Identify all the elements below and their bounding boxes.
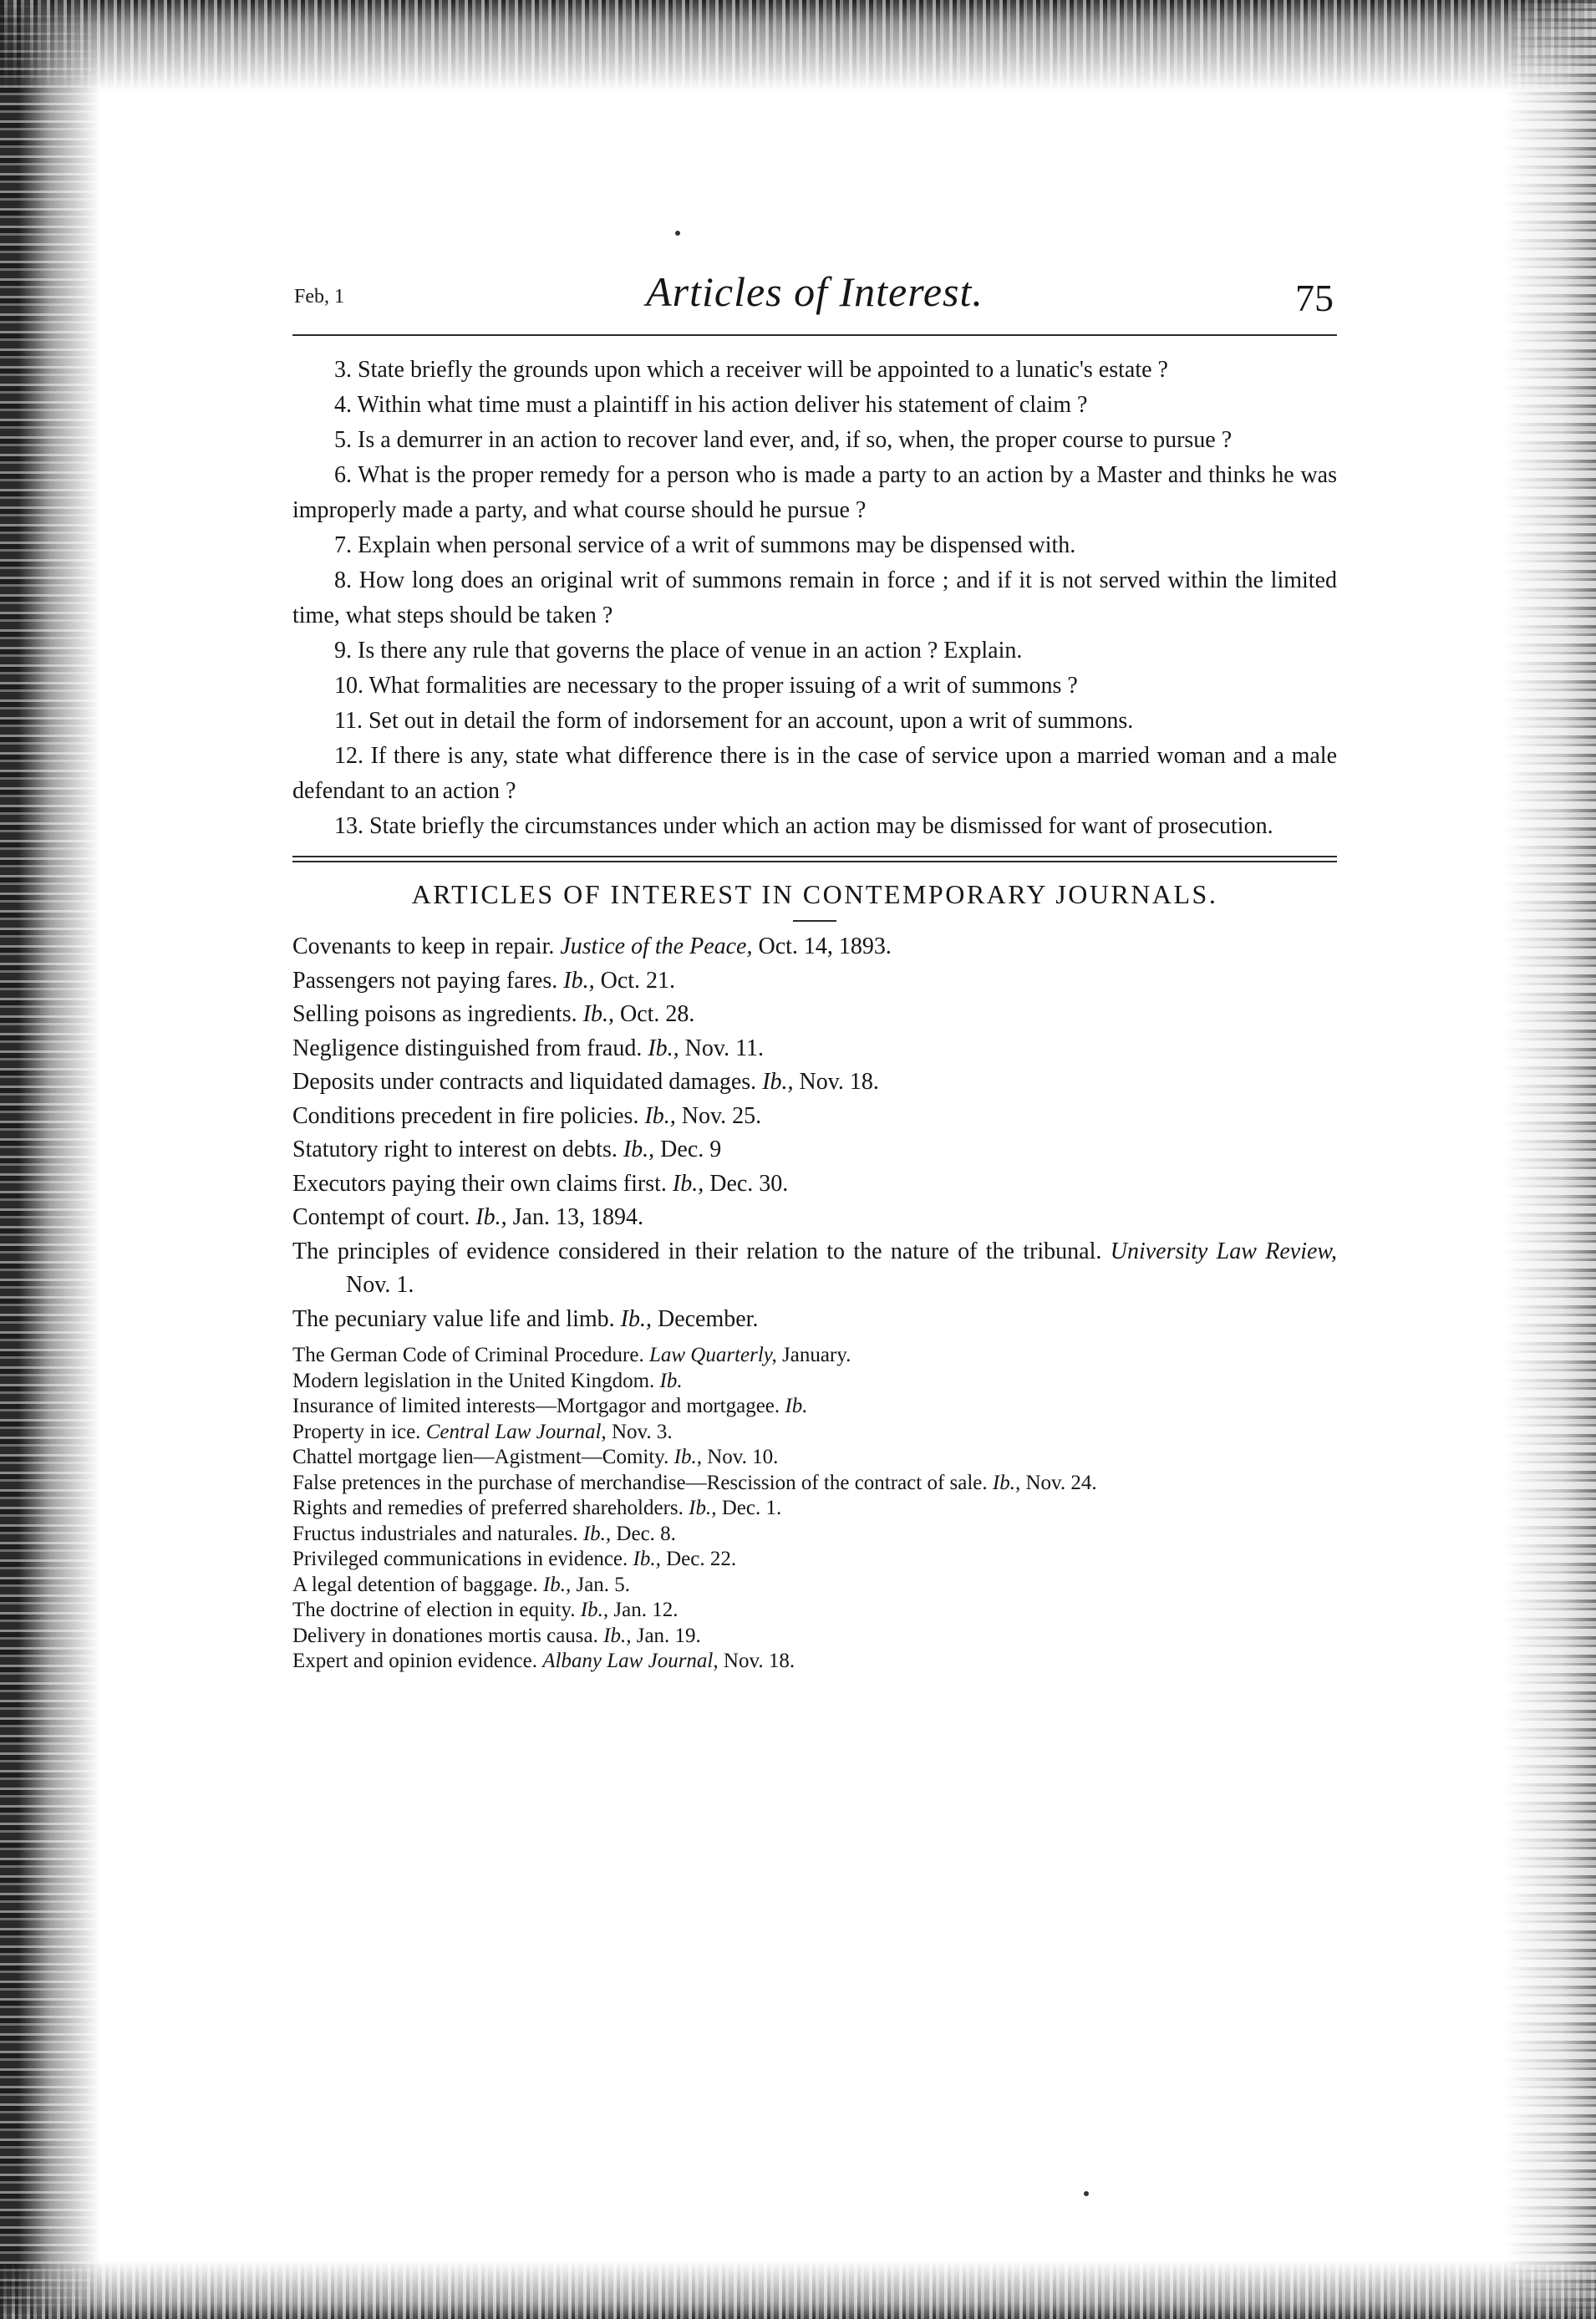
scan-border-left [0,0,100,2319]
article-source: Ib., [689,1497,717,1519]
article-source: Ib., [603,1624,632,1647]
article-source: Ib., [672,1170,704,1197]
article-title: Contempt of court. [292,1204,470,1230]
article-entry [292,1032,1337,1066]
ink-speck [1084,2191,1089,2196]
article-date: Nov. 25. [681,1102,762,1129]
question-item: 3. State briefly the grounds upon which a receiver will be appointed to a lunatic's estate ? [334,357,1168,383]
article-source: Ib., [633,1548,661,1570]
article-entry [292,930,1337,964]
article-source: Ib., [580,1599,609,1621]
article-entry [292,1133,1337,1167]
article-title: Expert and opinion evidence. [292,1650,537,1672]
article-entry [292,1235,1337,1303]
article-title: False pretences in the purchase of merchandise—Rescission of the contract of sale. [292,1471,988,1494]
article-source: Ib., [673,1446,702,1468]
article-source: University Law Review, [1110,1238,1338,1264]
scan-border-top [0,0,1596,92]
scan-border-right [1504,0,1596,2319]
article-entry [292,1394,1337,1420]
section-heading: ARTICLES OF INTEREST IN CONTEMPORARY JOURNALS. [411,879,1218,909]
article-source: Ib. [659,1369,683,1392]
article-date: Oct. 21. [600,967,676,994]
page-body [292,267,1337,1675]
article-source: Ib., [563,967,595,994]
article-date: Nov. 3. [611,1420,673,1443]
article-entry [292,964,1337,999]
running-head-title: Articles of Interest. [646,268,984,315]
article-entry [292,1471,1337,1497]
question-item: 9. Is there any rule that governs the place of venue in an action ? Explain. [334,638,1023,664]
ink-speck [675,231,680,236]
article-title: The doctrine of election in equity. [292,1599,576,1621]
article-entry [292,998,1337,1032]
article-source: Ib., [582,1522,612,1545]
article-entry [292,1496,1337,1522]
article-title: Fructus industriales and naturales. [292,1522,578,1545]
article-source: Ib., [644,1102,676,1129]
article-date: Nov. 18. [723,1650,795,1672]
article-date: Jan. 12. [613,1599,679,1621]
article-entry [292,1369,1337,1395]
article-date: Dec. 8. [616,1522,676,1545]
article-source: Ib., [762,1069,794,1095]
page-number: 75 [1295,277,1334,319]
article-title: Privileged communications in evidence. [292,1548,628,1570]
article-title: Delivery in donationes mortis causa. [292,1624,598,1647]
article-entry [292,1649,1337,1675]
question-item: 12. If there is any, state what difference there is in the case of service upon a married woman and a male defendant to an action ? [292,743,1337,804]
article-entry [292,1598,1337,1624]
article-source: Ib., [475,1204,507,1230]
question-item: 6. What is the proper remedy for a person who is made a party to an action by a Master and thinks he was improperly made a party, and what course should he pursue ? [292,462,1337,523]
article-entry [292,1100,1337,1134]
question-item: 11. Set out in detail the form of indorsement for an account, upon a writ of summons. [334,708,1134,734]
article-entry [292,1167,1337,1202]
article-source: Ib., [623,1137,655,1162]
article-title: Chattel mortgage lien—Agistment—Comity. [292,1446,669,1468]
article-entry [292,1547,1337,1573]
article-date: Dec. 1. [721,1497,782,1519]
article-date: Nov. 10. [707,1446,779,1468]
article-entry [292,1065,1337,1100]
running-head-date: Feb, 1 [294,286,344,308]
question-item: 7. Explain when personal service of a writ of summons may be dispensed with. [334,532,1076,558]
article-entry [292,1624,1337,1650]
article-source: Ib., [992,1471,1021,1494]
article-date: Jan. 13, 1894. [512,1204,643,1230]
article-source: Ib. [785,1395,808,1417]
articles-list-small-type [292,1343,1337,1675]
articles-list [292,930,1337,1336]
article-date: Nov. 1. [346,1272,414,1298]
article-entry [292,1522,1337,1548]
article-source: Law Quarterly, [648,1344,777,1366]
scan-border-bottom [0,2261,1596,2319]
article-source: Ib., [648,1035,679,1061]
article-title: Statutory right to interest on debts. [292,1137,618,1162]
article-entry [292,1201,1337,1235]
heading-rule [793,920,836,922]
article-entry [292,1445,1337,1471]
article-date: Dec. 30. [709,1170,789,1197]
article-title: Deposits under contracts and liquidated damages. [292,1069,757,1095]
article-title: Property in ice. [292,1420,421,1443]
article-entry [292,1303,1337,1337]
article-source: Justice of the Peace, [560,933,753,959]
question-item: 5. Is a demurrer in an action to recover land ever, and, if so, when, the proper course to pursue ? [334,427,1233,453]
article-date: Oct. 14, 1893. [758,933,892,959]
article-date: Nov. 24. [1025,1471,1097,1494]
question-item: 8. How long does an original writ of summons remain in force ; and if it is not served within the limited time, what steps should be taken ? [292,567,1337,628]
article-entry [292,1420,1337,1446]
article-title: Negligence distinguished from fraud. [292,1035,643,1061]
article-date: Jan. 19. [636,1624,701,1647]
running-head [292,267,1337,336]
question-item: 4. Within what time must a plaintiff in his action deliver his statement of claim ? [334,392,1088,418]
article-title: Executors paying their own claims first. [292,1170,667,1197]
article-title: The German Code of Criminal Procedure. [292,1344,644,1366]
article-title: The principles of evidence considered in their relation to the nature of the tribunal. [292,1238,1102,1264]
examination-questions [292,353,1337,844]
article-source: Ib., [582,1001,614,1027]
article-source: Central Law Journal, [425,1420,607,1443]
article-title: Insurance of limited interests—Mortgagor and mortgagee. [292,1395,780,1417]
article-source: Ib., [542,1573,572,1596]
article-title: A legal detention of baggage. [292,1573,538,1596]
article-date: December. [657,1305,759,1332]
section-divider [292,856,1337,862]
article-date: Oct. 28. [619,1001,695,1027]
article-source: Ib., [620,1305,652,1332]
article-source: Albany Law Journal, [542,1650,719,1672]
article-entry [292,1573,1337,1599]
article-title: Selling poisons as ingredients. [292,1001,577,1027]
article-date: Jan. 5. [576,1573,631,1596]
article-title: Modern legislation in the United Kingdom. [292,1369,655,1392]
article-title: Conditions precedent in fire policies. [292,1102,639,1129]
article-title: The pecuniary value life and limb. [292,1305,615,1332]
article-date: January. [782,1344,851,1366]
article-title: Covenants to keep in repair. [292,933,555,959]
article-title: Passengers not paying fares. [292,967,558,994]
article-date: Dec. 9 [660,1137,722,1162]
article-date: Nov. 18. [799,1069,879,1095]
article-date: Nov. 11. [684,1035,765,1061]
question-item: 13. State briefly the circumstances under which an action may be dismissed for want of prosecution. [334,813,1273,839]
article-entry [292,1343,1337,1369]
article-date: Dec. 22. [666,1548,737,1570]
article-title: Rights and remedies of preferred shareholders. [292,1497,684,1519]
question-item: 10. What formalities are necessary to the proper issuing of a writ of summons ? [334,673,1078,699]
